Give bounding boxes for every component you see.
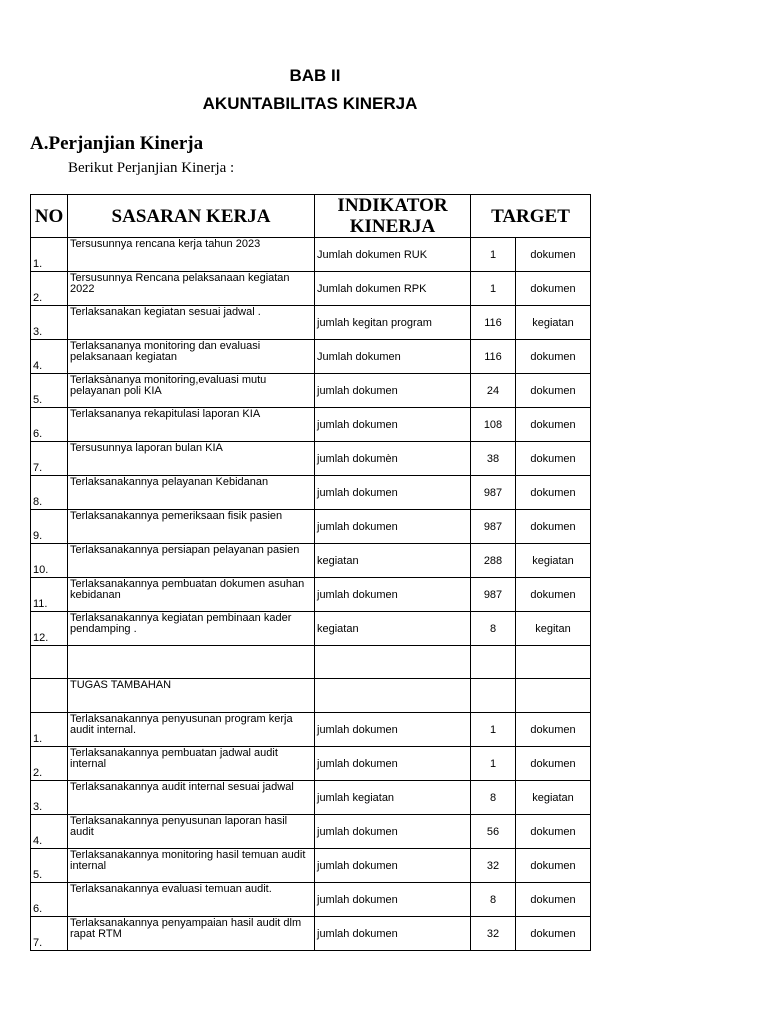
target-unit-cell: dokumen — [516, 747, 591, 781]
table-row — [31, 544, 591, 578]
target-unit-cell: dokumen — [516, 340, 591, 374]
target-value-cell: 116 — [471, 306, 516, 340]
sasaran-kerja-cell: Terlaksanakannya audit internal sesuai jadwal — [68, 781, 315, 815]
target-value-cell: 1 — [471, 747, 516, 781]
sasaran-kerja-cell: Terlaksanakannya pembuatan dokumen asuhan kebidanan — [68, 578, 315, 612]
sasaran-kerja-cell: Terlaksanakannya evaluasi temuan audit. — [68, 883, 315, 917]
sasaran-kerja-cell: Terlaksananya rekapitulasi laporan KIA — [68, 408, 315, 442]
sasaran-kerja-cell: Terlaksanakannya monitoring hasil temuan audit internal — [68, 849, 315, 883]
row-number: 7. — [31, 917, 68, 951]
indikator-cell: kegiatan — [315, 612, 471, 646]
target-unit-cell: dokumen — [516, 476, 591, 510]
indikator-cell: jumlah dokumen — [315, 747, 471, 781]
table-body — [31, 238, 591, 951]
indikator-cell: jumlah dokumen — [315, 476, 471, 510]
row-number: 8. — [31, 476, 68, 510]
sasaran-kerja-cell: Terlaksanakannya persiapan pelayanan pasien — [68, 544, 315, 578]
sasaran-kerja-cell: Tersusunnya Rencana pelaksanaan kegiatan 2022 — [68, 272, 315, 306]
sasaran-kerja-cell: Terlaksanakan kegiatan sesuai jadwal . — [68, 306, 315, 340]
target-value-cell: 32 — [471, 917, 516, 951]
target-value-cell: 1 — [471, 238, 516, 272]
table-row — [31, 374, 591, 408]
chapter-title: BAB II — [289, 66, 341, 85]
blank-row — [31, 646, 591, 679]
intro-text: Berikut Perjanjian Kinerja : — [68, 160, 235, 176]
target-value-cell: 8 — [471, 883, 516, 917]
indikator-cell: Jumlah dokumen — [315, 340, 471, 374]
row-number: 2. — [31, 747, 68, 781]
indikator-cell: jumlah dokumen — [315, 849, 471, 883]
indikator-cell: jumlah dokumèn — [315, 442, 471, 476]
row-number: 6. — [31, 883, 68, 917]
section-row — [31, 679, 591, 713]
table-row — [31, 408, 591, 442]
table-row — [31, 917, 591, 951]
target-unit-cell: dokumen — [516, 578, 591, 612]
table-row — [31, 578, 591, 612]
row-number: 5. — [31, 849, 68, 883]
target-unit-cell: dokumen — [516, 510, 591, 544]
sasaran-kerja-cell: Terlaksanakannya penyampaian hasil audit dlm rapat RTM — [68, 917, 315, 951]
sasaran-kerja-cell: Terlaksanakannya pemeriksaan fisik pasien — [68, 510, 315, 544]
table-row — [31, 713, 591, 747]
target-unit-cell: dokumen — [516, 442, 591, 476]
target-value-cell: 24 — [471, 374, 516, 408]
indikator-cell: jumlah dokumen — [315, 578, 471, 612]
target-value-cell: 32 — [471, 849, 516, 883]
extra-section-label: TUGAS TAMBAHAN — [68, 679, 315, 713]
indikator-cell: Jumlah dokumen RUK — [315, 238, 471, 272]
header-no: NO — [31, 195, 68, 238]
row-number: 2. — [31, 272, 68, 306]
table-row — [31, 612, 591, 646]
row-number: 3. — [31, 306, 68, 340]
sasaran-kerja-cell: Terlaksanakannya penyusunan program kerja audit internal. — [68, 713, 315, 747]
table-row — [31, 849, 591, 883]
target-value-cell: 38 — [471, 442, 516, 476]
target-unit-cell: dokumen — [516, 917, 591, 951]
target-unit-cell: dokumen — [516, 272, 591, 306]
sasaran-kerja-cell: Terlaksanakannya penyusunan laporan hasil audit — [68, 815, 315, 849]
indikator-cell: jumlah dokumen — [315, 815, 471, 849]
indikator-cell: jumlah dokumen — [315, 917, 471, 951]
table-row — [31, 781, 591, 815]
target-unit-cell: kegitan — [516, 612, 591, 646]
row-number: 4. — [31, 815, 68, 849]
indikator-cell: jumlah dokumen — [315, 510, 471, 544]
table-row — [31, 272, 591, 306]
indikator-cell: kegiatan — [315, 544, 471, 578]
target-unit-cell: dokumen — [516, 883, 591, 917]
indikator-cell: jumlah kegitan program — [315, 306, 471, 340]
target-unit-cell: kegiatan — [516, 306, 591, 340]
target-value-cell: 1 — [471, 713, 516, 747]
performance-agreement-table — [30, 194, 591, 951]
section-heading: A.Perjanjian Kinerja — [30, 133, 204, 154]
table-row — [31, 747, 591, 781]
sasaran-kerja-cell: Terlaksanakannya kegiatan pembinaan kader pendamping . — [68, 612, 315, 646]
target-unit-cell: dokumen — [516, 849, 591, 883]
row-number: 9. — [31, 510, 68, 544]
header-target: TARGET — [471, 195, 591, 238]
sasaran-kerja-cell: Tersusunnya laporan bulan KIA — [68, 442, 315, 476]
target-value-cell: 8 — [471, 781, 516, 815]
indikator-cell: jumlah dokumen — [315, 374, 471, 408]
target-value-cell: 56 — [471, 815, 516, 849]
chapter-subtitle: AKUNTABILITAS KINERJA — [202, 94, 418, 113]
header-indikator-kinerja: INDIKATOR KINERJA — [315, 195, 471, 238]
table-row — [31, 306, 591, 340]
row-number: 7. — [31, 442, 68, 476]
target-unit-cell: kegiatan — [516, 781, 591, 815]
sasaran-kerja-cell: Tersusunnya rencana kerja tahun 2023 — [68, 238, 315, 272]
target-unit-cell: dokumen — [516, 374, 591, 408]
target-unit-cell: dokumen — [516, 238, 591, 272]
target-value-cell: 116 — [471, 340, 516, 374]
target-unit-cell: kegiatan — [516, 544, 591, 578]
row-number: 12. — [31, 612, 68, 646]
target-value-cell: 8 — [471, 612, 516, 646]
indikator-cell: jumlah dokumen — [315, 408, 471, 442]
indikator-cell: jumlah dokumen — [315, 713, 471, 747]
target-value-cell: 987 — [471, 476, 516, 510]
sasaran-kerja-cell: Terlaksanakannya pelayanan Kebidanan — [68, 476, 315, 510]
target-unit-cell: dokumen — [516, 815, 591, 849]
row-number: 4. — [31, 340, 68, 374]
row-number: 1. — [31, 238, 68, 272]
row-number: 1. — [31, 713, 68, 747]
row-number: 6. — [31, 408, 68, 442]
row-number: 11. — [31, 578, 68, 612]
table-row — [31, 476, 591, 510]
table-row — [31, 510, 591, 544]
row-number: 3. — [31, 781, 68, 815]
indikator-cell: Jumlah dokumen RPK — [315, 272, 471, 306]
header-sasaran-kerja: SASARAN KERJA — [68, 195, 315, 238]
sasaran-kerja-cell: Terlaksanakannya pembuatan jadwal audit internal — [68, 747, 315, 781]
row-number: 10. — [31, 544, 68, 578]
sasaran-kerja-cell: Terlaksananya monitoring dan evaluasi pelaksanaan kegiatan — [68, 340, 315, 374]
table-row — [31, 442, 591, 476]
row-number: 5. — [31, 374, 68, 408]
table-row — [31, 238, 591, 272]
sasaran-kerja-cell: Terlaksànanya monitoring,evaluasi mutu pelayanan poli KIA — [68, 374, 315, 408]
target-value-cell: 987 — [471, 578, 516, 612]
target-value-cell: 108 — [471, 408, 516, 442]
table-row — [31, 340, 591, 374]
table-row — [31, 883, 591, 917]
target-unit-cell: dokumen — [516, 713, 591, 747]
target-value-cell: 1 — [471, 272, 516, 306]
table-row — [31, 815, 591, 849]
target-value-cell: 288 — [471, 544, 516, 578]
target-value-cell: 987 — [471, 510, 516, 544]
indikator-cell: jumlah kegiatan — [315, 781, 471, 815]
target-unit-cell: dokumen — [516, 408, 591, 442]
indikator-cell: jumlah dokumen — [315, 883, 471, 917]
